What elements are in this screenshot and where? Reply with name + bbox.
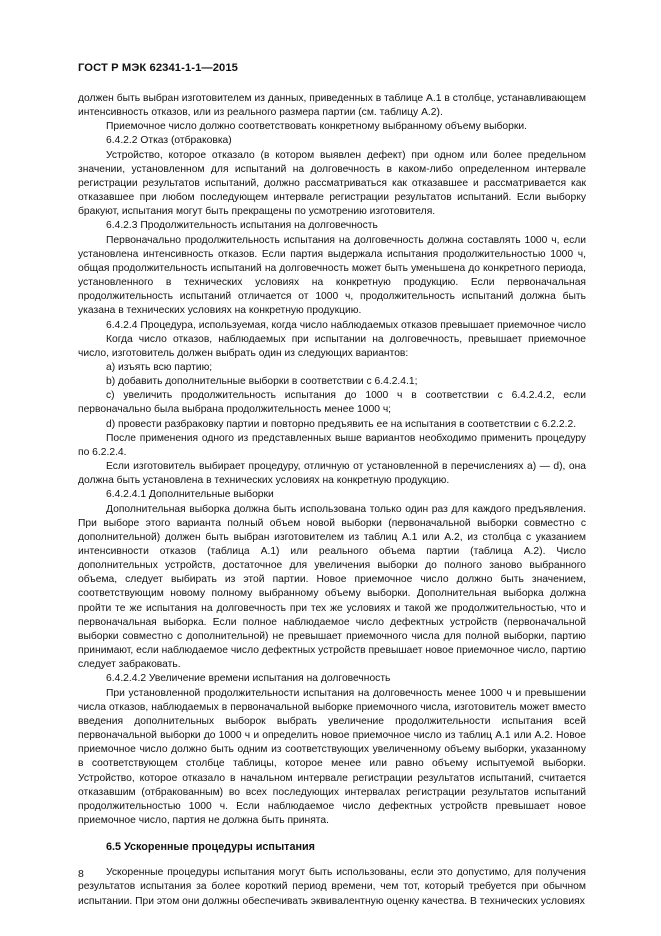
- paragraph: Если изготовитель выбирает процедуру, отличную от установленной в перечислениях а) — d), она должна быть установлена в технических условиях на конкретную продукцию.: [78, 461, 586, 487]
- paragraph: 6.4.2.2 Отказ (отбраковка): [106, 135, 232, 147]
- paragraph: Первоначально продолжительность испытания на долговечность должна составлять 1000 ч, если установлена интенсивность отказов. Если партия выдержала испытания продолжительностью 1000 ч, общая продолжительность испытаний на долговечность может быть уменьшена до конкретного периода, установленного в технических условиях на конкретную продукцию. Если первоначальная продолжительность испытаний отличается от 1000 ч, продолжительность испытаний должна быть указана в технических условиях на конкретную продукцию.: [78, 234, 586, 317]
- paragraph: 6.4.2.4.2 Увеличение времени испытания на долговечность: [106, 673, 391, 685]
- paragraph: b) добавить дополнительные выборки в соответствии с 6.4.2.4.1;: [106, 376, 418, 388]
- paragraph: 6.4.2.4.1 Дополнительные выборки: [106, 489, 274, 501]
- paragraph: Приемочное число должно соответствовать конкретному выбранному объему выборки.: [106, 121, 527, 133]
- paragraph: Ускоренные процедуры испытания могут быть использованы, если это допустимо, для получения результатов испытания за более короткий период времени, чем тот, который требуется при обычном испытании. При этом они должны обеспечивать эквивалентную оценку качества. В технических условиях: [78, 867, 586, 907]
- paragraph: Устройство, которое отказало (в котором выявлен дефект) при одном или более предельном значении, установленном для испытаний на долговечность в каком-либо определенном интервале регистрации результатов испытаний, должно рассматриваться как отказавшее и рассматривается как отказавшее при любом последующем интервале регистрации результатов испытаний. Если выборку бракуют, испытания могут быть прекращены по усмотрению изготовителя.: [78, 149, 586, 218]
- paragraph: а) изъять всю партию;: [106, 361, 213, 373]
- paragraph: d) провести разбраковку партии и повторно предъявить ее на испытания в соответствии с 6.2.2.2.: [106, 418, 577, 430]
- paragraph: должен быть выбран изготовителем из данных, приведенных в таблице А.1 в столбце, устанавливающем интенсивность отказов, или из реального размера партии (см. таблицу А.2).: [78, 93, 586, 119]
- page-number: 8: [78, 868, 84, 880]
- document-header: ГОСТ Р МЭК 62341-1-1—2015: [78, 62, 239, 74]
- paragraph: Когда число отказов, наблюдаемых при испытании на долговечность, превышает приемочное число, изготовитель должен выбрать один из следующих вариантов:: [78, 333, 586, 359]
- section-heading: 6.5 Ускоренные процедуры испытания: [106, 841, 315, 854]
- paragraph: 6.4.2.3 Продолжительность испытания на долговечность: [106, 220, 378, 232]
- paragraph: с) увеличить продолжительность испытания до 1000 ч в соответствии с 6.4.2.4.2, если первоначально была выбрана продолжительность менее 1000 ч;: [78, 390, 586, 416]
- paragraph: Дополнительная выборка должна быть использована только один раз для каждого предъявления. При выборе этого варианта полный объем новой выборки (первоначальной выборки совместно с дополнительной) должен быть выбран изготовителем из таблиц А.1 или А.2, из столбца с указанием интенсивности отказов (таблица А.1) или реального объема партии (таблица А.2). Число дополнительных устройств, достаточное для увеличения выборки до полного заново выбранного объема, следует выбирать из этой партии. Новое приемочное число должно быть значением, соответствующим новому полному выбранному объему выборки. Дополнительная выборка должна пройти те же испытания на долговечность при тех же условиях и такой же продолжительностью, что и первоначальная выборка. Если полное наблюдаемое число дефектных устройств (первоначальной выборки совместно с дополнительной) не превышает приемочного числа для полной выборки, партию принимают, если наблюдаемое число дефектных устройств превышает новое приемочное число, партию следует забраковать.: [78, 503, 586, 671]
- paragraph: 6.4.2.4 Процедура, используемая, когда число наблюдаемых отказов превышает приемочное число: [106, 319, 586, 331]
- paragraph: При установленной продолжительности испытания на долговечность менее 1000 ч и превышении числа отказов, наблюдаемых в первоначальной выборке приемочного числа, изготовитель может вместо введения дополнительных выборок выбрать увеличение продолжительности испытания всей первоначальной выборки до 1000 ч и определить новое приемочное число из таблиц А.1 или А.2. Новое приемочное число должно быть одним из соответствующих увеличенному объему выборки, указанному в соответствующем столбце таблицы, которое менее или равно объему испытуемой выборки. Устройство, которое отказало в начальном интервале регистрации результатов испытаний, считается отказавшим (отбракованным) во всех последующих интервалах регистрации результатов испытаний продолжительностью 1000 ч. Если наблюдаемое число дефектных устройств превышает новое приемочное число, партия не должна быть принята.: [78, 687, 586, 826]
- paragraph: После применения одного из представленных выше вариантов необходимо применить процедуру по 6.2.2.4.: [78, 432, 586, 458]
- document-body: [78, 92, 586, 909]
